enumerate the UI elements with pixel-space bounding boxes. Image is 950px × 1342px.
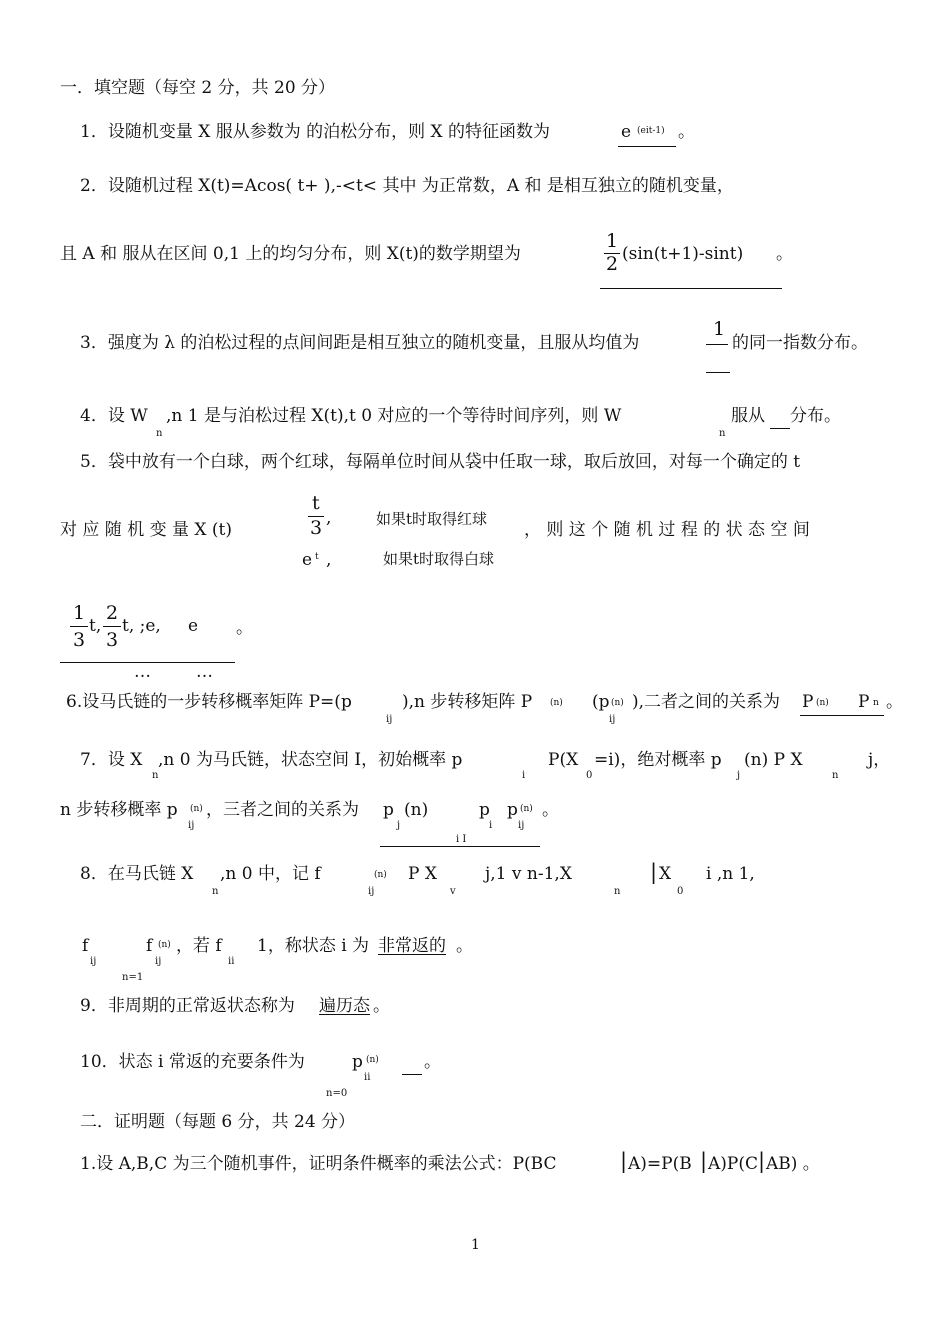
question-5-case-1-denominator: 3 xyxy=(310,517,323,539)
page-number: 1 xyxy=(471,1237,480,1253)
question-7-part-b: ,n 0 为马氏链，状态空间 I，初始概率 p xyxy=(158,750,463,770)
question-5-answer-bar-2 xyxy=(103,626,121,627)
section-title-fill-in: 一．填空题（每空 2 分，共 20 分） xyxy=(60,78,336,98)
question-8-f-sub-ij: ij xyxy=(90,956,97,967)
question-9-end: 。 xyxy=(373,996,390,1016)
question-5-dots-1: … xyxy=(134,662,151,682)
question-4-answer-blank xyxy=(770,428,790,429)
question-6-sup-n-2: (n) xyxy=(611,698,624,708)
question-7-part-e: (n) P X xyxy=(744,750,803,770)
question-8-sub-v: v xyxy=(450,886,456,897)
fraction-denominator: 2 xyxy=(605,252,619,275)
proof-1-bar-1: | xyxy=(620,1149,628,1173)
question-5-line-1: 5．袋中放有一个白球，两个红球，每隔单位时间从袋中任取一球，取后放回，对每一个确定的 t xyxy=(80,452,801,472)
question-7-answer-p-i: p xyxy=(479,800,490,820)
question-8-end: 。 xyxy=(456,936,473,956)
question-8-sub-ii: ii xyxy=(228,956,235,967)
question-7-answer-sup-n: (n) xyxy=(520,804,533,814)
question-3-answer-underline xyxy=(706,372,730,373)
question-5-dots-2: … xyxy=(196,662,213,682)
question-8-sub-n: n xyxy=(212,886,219,897)
question-8-f-sub-ij-2: ij xyxy=(155,956,162,967)
question-3-text: 3．强度为 λ 的泊松过程的点间间距是相互独立的随机变量，且服从均值为 xyxy=(80,333,640,353)
question-6-answer-sup-n: (n) xyxy=(816,698,829,708)
question-8-answer: 非常返的 xyxy=(378,936,446,956)
question-5-line-2-end: ， 则 这 个 随 机 过 程 的 状 态 空 间 xyxy=(524,520,810,540)
question-5-case-2-comma: , xyxy=(326,550,332,570)
question-7-answer-p: p xyxy=(383,800,394,820)
question-5-answer-den-2: 3 xyxy=(106,629,119,651)
question-8-part-b: ,n 0 中，记 f xyxy=(220,864,321,884)
question-2-answer: (sin(t+1)-sint) xyxy=(622,244,744,264)
question-5-answer-den-1: 3 xyxy=(73,629,86,651)
question-1-answer-exponent: (eit-1) xyxy=(637,126,665,136)
question-8-sub-0: 0 xyxy=(677,886,684,897)
question-5-line-2-start: 对 应 随 机 变 量 X (t) xyxy=(60,520,233,540)
question-1-text: 1．设随机变量 X 服从参数为 的泊松分布，则 X 的特征函数为 xyxy=(80,122,551,142)
question-7-answer-sub-j: j xyxy=(397,820,401,831)
question-6-sup-n: (n) xyxy=(550,698,563,708)
question-8-sup-n: (n) xyxy=(374,870,387,880)
question-6-answer-underline xyxy=(800,715,884,716)
question-10-p: p xyxy=(352,1052,363,1072)
question-10-end: 。 xyxy=(424,1052,441,1072)
question-6-sub-ij: ij xyxy=(386,714,393,725)
question-4-part-a: 4．设 W xyxy=(80,406,148,426)
proof-1-part-d: AB) 。 xyxy=(766,1154,820,1174)
question-5-case-1-comma: , xyxy=(326,508,332,528)
question-7-answer-n: (n) xyxy=(404,800,429,820)
question-8-condition: ，若 f xyxy=(176,936,222,956)
question-4-sub-n: n xyxy=(156,428,163,439)
question-10-sum-index: n=0 xyxy=(326,1088,348,1099)
question-8-conclusion: 1，称状态 i 为 xyxy=(257,936,370,956)
question-7-sum-index: i I xyxy=(456,834,467,845)
question-5-answer-term-3: e xyxy=(188,616,199,636)
question-8-sub-ij: ij xyxy=(368,886,375,897)
question-6-answer-power-n: n xyxy=(873,698,879,708)
question-7-part-d: =i)，绝对概率 p xyxy=(594,750,722,770)
question-4-sub-n-2: n xyxy=(719,428,726,439)
question-7-answer-sub-i: i xyxy=(489,820,493,831)
question-10-answer-blank xyxy=(402,1074,422,1075)
question-8-part-c: P X xyxy=(408,864,437,884)
question-4-part-d: 分布。 xyxy=(790,406,841,426)
question-3-fraction-numerator: 1 xyxy=(713,318,726,340)
question-6-answer-right: P xyxy=(858,692,870,712)
section-title-proof: 二．证明题（每题 6 分，共 24 分） xyxy=(80,1112,356,1132)
question-8-sum-index: n=1 xyxy=(122,972,144,983)
question-6-part-d: ),二者之间的关系为 xyxy=(632,692,781,712)
question-8-part-d: j,1 v n-1,X xyxy=(485,864,572,884)
question-9-answer: 遍历态 xyxy=(319,996,370,1016)
question-7-sub-0: 0 xyxy=(586,770,593,781)
question-7-line-2-mid: ，三者之间的关系为 xyxy=(206,800,359,820)
question-5-case-1-text: 如果t时取得红球 xyxy=(376,510,488,528)
question-5-answer-term-2: t, ;e, xyxy=(122,616,161,636)
question-5-case-2-exponent: t xyxy=(315,552,319,562)
question-10-sup-n: (n) xyxy=(366,1055,379,1065)
question-1-answer-base: e xyxy=(621,122,632,142)
question-8-f-ij-n: f xyxy=(146,936,153,956)
question-7-line-2-start: n 步转移概率 p xyxy=(60,800,178,820)
question-6-part-c: (p xyxy=(592,692,610,712)
question-8-f-ij: f xyxy=(82,936,89,956)
question-5-case-2-text: 如果t时取得白球 xyxy=(383,550,495,568)
proof-1-bar-3: | xyxy=(758,1149,766,1173)
question-7-sub-n: n xyxy=(152,770,159,781)
question-3-end: 的同一指数分布。 xyxy=(732,333,868,353)
question-5-case-1-numerator: t xyxy=(312,492,320,514)
question-8-f-sup-n: (n) xyxy=(158,940,171,950)
question-7-end: 。 xyxy=(542,800,559,820)
question-6-sub-ij-2: ij xyxy=(609,714,616,725)
question-7-part-f: j， xyxy=(868,750,891,770)
question-8-given-bar: | xyxy=(650,860,658,884)
question-8-part-a: 8．在马氏链 X xyxy=(80,864,194,884)
question-5-answer-term-1: t, xyxy=(89,616,102,636)
question-10-sub-ii: ii xyxy=(364,1072,371,1083)
question-1-answer-underline xyxy=(618,146,676,147)
question-2-line-2: 且 A 和 服从在区间 0,1 上的均匀分布，则 X(t)的数学期望为 xyxy=(60,244,521,264)
question-6-end: 。 xyxy=(886,692,903,712)
question-4-part-c: 服从 xyxy=(731,406,765,426)
proof-1-part-c: A)P(C xyxy=(708,1154,758,1174)
proof-1-bar-2: | xyxy=(700,1149,708,1173)
question-6-answer-left: P xyxy=(802,692,814,712)
question-7-part-a: 7．设 X xyxy=(80,750,143,770)
question-8-part-e: i ,n 1, xyxy=(706,864,755,884)
question-5-case-2-expression: e xyxy=(302,550,313,570)
question-7-sub-j: j xyxy=(737,770,741,781)
question-6-part-a: 6.设马氏链的一步转移概率矩阵 P=(p xyxy=(66,692,352,712)
question-2-answer-underline xyxy=(600,288,782,289)
question-7-part-c: P(X xyxy=(548,750,579,770)
question-3-fraction-bar xyxy=(706,344,728,345)
question-5-answer-num-2: 2 xyxy=(106,602,119,624)
question-7-answer-sub-ij: ij xyxy=(518,820,525,831)
question-6-part-b: ),n 步转移矩阵 P xyxy=(402,692,533,712)
question-1-end: 。 xyxy=(678,122,695,142)
question-7-sub-i: i xyxy=(522,770,526,781)
question-4-part-b: ,n 1 是与泊松过程 X(t),t 0 对应的一个等待时间序列，则 W xyxy=(166,406,622,426)
question-8-sub-n-2: n xyxy=(614,886,621,897)
question-2-end: 。 xyxy=(776,244,793,264)
question-10-text: 10．状态 i 常返的充要条件为 xyxy=(80,1052,305,1072)
fraction-numerator: 1 xyxy=(605,230,619,252)
question-7-sub-ij: ij xyxy=(188,820,195,831)
question-7-answer-p-ij: p xyxy=(507,800,518,820)
question-7-answer-underline xyxy=(380,846,540,847)
question-5-answer-end: 。 xyxy=(236,618,253,638)
question-8-x0: X xyxy=(659,864,672,884)
proof-1-part-b: A)=P(B xyxy=(628,1154,692,1174)
question-7-sup-n: (n) xyxy=(190,804,203,814)
question-2-line-1: 2．设随机过程 X(t)=Acos( t+ ),-<t< 其中 为正常数，A 和 是相互独立的随机变量， xyxy=(80,176,734,196)
proof-1-text: 1.设 A,B,C 为三个随机事件，证明条件概率的乘法公式：P(BC xyxy=(80,1154,557,1174)
question-5-answer-num-1: 1 xyxy=(73,602,86,624)
question-7-sub-n-2: n xyxy=(832,770,839,781)
question-2-answer-fraction xyxy=(604,232,620,275)
question-9-text: 9．非周期的正常返状态称为 xyxy=(80,996,295,1016)
question-5-answer-bar-1 xyxy=(70,626,88,627)
